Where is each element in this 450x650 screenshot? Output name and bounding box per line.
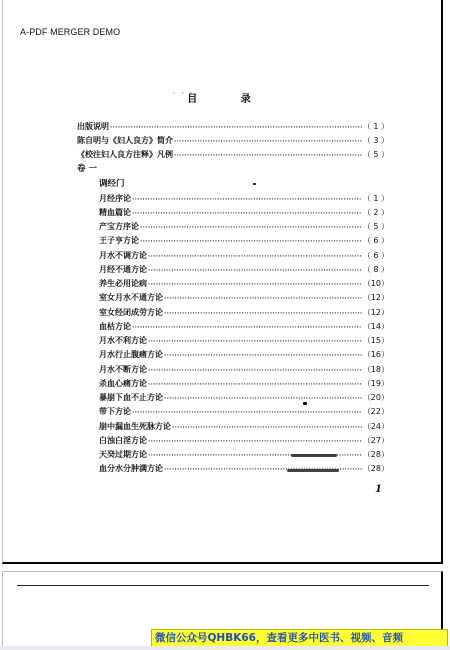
- toc-dot-leader: [132, 194, 362, 206]
- toc-entry-label: 精血篇论: [99, 208, 131, 217]
- toc-dot-leader: [174, 136, 362, 148]
- toc-entry-label: 陈自明与《妇人良方》简介: [77, 136, 173, 145]
- toc-entry-label: 《校注妇人良方注释》凡例: [77, 150, 173, 159]
- viewer-bottom-edge: [0, 646, 450, 650]
- toc-entry-page: （ 1 ）: [362, 194, 389, 203]
- toc-entry-page: （19）: [362, 379, 389, 388]
- toc-entry[interactable]: [99, 435, 389, 447]
- toc-dot-leader: [164, 308, 362, 320]
- pdf-page: [2, 0, 443, 564]
- toc-dot-leader: [172, 422, 362, 434]
- toc-entry-page: （ 3 ）: [362, 136, 389, 145]
- toc-entry[interactable]: [99, 193, 389, 205]
- toc-dot-leader: [148, 279, 362, 291]
- toc-entry-page: （ 6 ）: [362, 251, 389, 260]
- page-rule: [17, 585, 429, 586]
- toc-entry[interactable]: [99, 378, 389, 390]
- toc-dot-leader: [132, 322, 362, 334]
- toc-entry-label: 月经不通方论: [99, 265, 147, 274]
- toc-entry-page: （16）: [362, 350, 389, 359]
- toc-volume-label: 卷 一: [77, 164, 97, 174]
- toc-dot-leader: [148, 265, 362, 277]
- toc-dot-leader: [164, 393, 362, 405]
- toc-entry-label: 崩中漏血生死脉方论: [99, 422, 171, 431]
- toc-dot-leader: [174, 150, 362, 162]
- toc-entry-label: 暴崩下血不止方论: [99, 393, 163, 402]
- toc-entry[interactable]: [99, 349, 389, 361]
- toc-entry-page: （12）: [362, 308, 389, 317]
- toc-entry-label: 月经序论: [99, 194, 131, 203]
- toc-title: [3, 90, 441, 105]
- promo-banner[interactable]: 微信公众号QHBK66，查看更多中医书、视频、音频: [151, 629, 448, 647]
- toc-entry[interactable]: [99, 235, 389, 247]
- toc-entry-label: 养生必用论病: [99, 279, 147, 288]
- toc-entry-label: 带下方论: [99, 407, 131, 416]
- toc-entry-label: 白浊白淫方论: [99, 436, 147, 445]
- toc-entry[interactable]: [99, 250, 389, 262]
- toc-dot-leader: [148, 436, 362, 448]
- toc-entry[interactable]: [77, 149, 389, 161]
- toc-dot-leader: [110, 122, 362, 134]
- toc-entry-label: 产宝方序论: [99, 222, 139, 231]
- toc-entry-label: 室女经闭成劳方论: [99, 308, 163, 317]
- toc-entry[interactable]: [77, 135, 389, 147]
- toc-entry-page: （28）: [362, 450, 389, 459]
- toc-title-text: 目 录: [187, 94, 271, 105]
- toc-entry-label: 月水行止腹痛方论: [99, 350, 163, 359]
- toc-dot-leader: [132, 208, 362, 220]
- toc-entry-page: （22）: [362, 407, 389, 416]
- toc-dot-leader: [164, 293, 362, 305]
- toc-dot-leader: [148, 251, 362, 263]
- toc-entry-label: 室女月水不通方论: [99, 293, 163, 302]
- scan-speck: [303, 402, 307, 405]
- toc-entry-page: （12）: [362, 293, 389, 302]
- scan-speck: [253, 183, 256, 185]
- toc-entry-page: （ 2 ）: [362, 208, 389, 217]
- toc-dot-leader: [164, 350, 362, 362]
- toc-entry[interactable]: [99, 392, 389, 404]
- toc-entry[interactable]: [99, 364, 389, 376]
- toc-entry-label: 王子亨方论: [99, 236, 139, 245]
- toc-entry[interactable]: [99, 406, 389, 418]
- toc-entry[interactable]: [99, 335, 389, 347]
- toc-entry-label: 出版说明: [77, 122, 109, 131]
- toc-entry-label: 血分水分肿满方论: [99, 464, 163, 473]
- toc-section-label: 调经门: [99, 179, 125, 189]
- toc-entry[interactable]: [99, 264, 389, 276]
- toc-dot-leader: [140, 236, 362, 248]
- title-dots-decoration: · · ·: [173, 90, 195, 97]
- toc-entry-label: 月水不断方论: [99, 365, 147, 374]
- toc-volume-heading: [77, 163, 97, 175]
- toc-entry[interactable]: [77, 121, 389, 133]
- scan-smudge: [291, 454, 337, 457]
- toc-entry-page: （ 1 ）: [362, 122, 389, 131]
- toc-entry[interactable]: [99, 221, 389, 233]
- toc-entry-page: （ 5 ）: [362, 150, 389, 159]
- toc-entry-page: （ 5 ）: [362, 222, 389, 231]
- toc-entry[interactable]: [99, 463, 389, 475]
- toc-entry[interactable]: [99, 292, 389, 304]
- toc-entry[interactable]: [99, 449, 389, 461]
- toc-entry[interactable]: [99, 207, 389, 219]
- toc-dot-leader: [132, 407, 362, 419]
- toc-entry-page: （27）: [362, 436, 389, 445]
- toc-entry[interactable]: [99, 321, 389, 333]
- toc-entry-label: 天癸过期方论: [99, 450, 147, 459]
- toc-entry-page: （20）: [362, 393, 389, 402]
- toc-entry-label: 血枯方论: [99, 322, 131, 331]
- toc-dot-leader: [148, 379, 362, 391]
- toc-entry-page: （14）: [362, 322, 389, 331]
- scan-smudge: [287, 469, 339, 472]
- toc-entry-label: 月水不调方论: [99, 251, 147, 260]
- toc-entry-page: （ 8 ）: [362, 265, 389, 274]
- toc-entry[interactable]: [99, 421, 389, 433]
- watermark-text: A-PDF MERGER DEMO: [20, 27, 121, 37]
- toc-dot-leader: [148, 336, 362, 348]
- toc-entry[interactable]: [99, 278, 389, 290]
- page-number: 1: [375, 484, 382, 495]
- toc-dot-leader: [148, 365, 362, 377]
- toc-entry-page: （ 6 ）: [362, 236, 389, 245]
- toc-entry-label: 杀血心痛方论: [99, 379, 147, 388]
- toc-entry-page: （24）: [362, 422, 389, 431]
- toc-entry-page: （18）: [362, 365, 389, 374]
- toc-entry-page: （28）: [362, 464, 389, 473]
- toc-entry-page: （10）: [362, 279, 389, 288]
- toc-dot-leader: [140, 222, 362, 234]
- toc-entry-label: 月水不利方论: [99, 336, 147, 345]
- toc-entry[interactable]: [99, 307, 389, 319]
- toc-section-heading: [99, 178, 125, 190]
- toc-entry-page: （15）: [362, 336, 389, 345]
